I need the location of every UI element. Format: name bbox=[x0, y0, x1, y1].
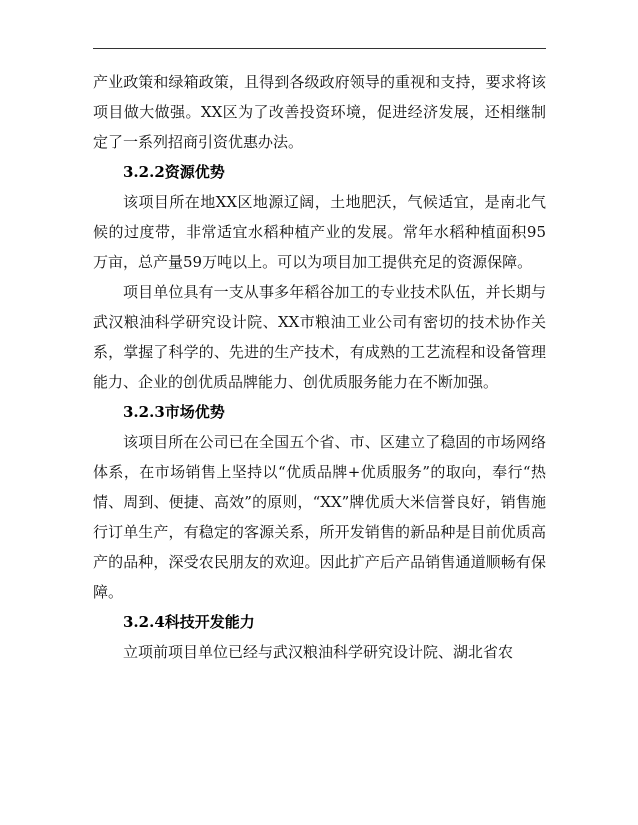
paragraph-market-network: 该项目所在公司已在全国五个省、市、区建立了稳固的市场网络体系，在市场销售上坚持以“优质品牌+优质服务”的取向，奉行“热情、周到、便捷、高效”的原则，“XX”牌优质大米信誉良好，销售施行订单生产，有稳定的客源关系，所开发销售的新品种是目前优质高产的品种，深受农民朋友的欢迎。因此扩产后产品销售通道顺畅有保障。 bbox=[93, 433, 546, 601]
header-rule bbox=[93, 48, 546, 49]
paragraph-resource-land: 该项目所在地XX区地源辽阔，土地肥沃，气候适宜，是南北气候的过度带，非常适宜水稻种植产业的发展。常年水稻种植面积95万亩，总产量59万吨以上。可以为项目加工提供充足的资源保障。 bbox=[93, 193, 546, 271]
section-heading-rd-capability: 3.2.4科技开发能力 bbox=[123, 613, 255, 631]
paragraph-resource-technical-team: 项目单位具有一支从事多年稻谷加工的专业技术队伍，并长期与武汉粮油科学研究设计院、XX市粮油工业公司有密切的技术协作关系，掌握了科学的、先进的生产技术，有成熟的工艺流程和设备管理能力、企业的创优质品牌能力、创优质服务能力在不断加强。 bbox=[93, 283, 546, 391]
paragraph-policy-intro: 产业政策和绿箱政策，且得到各级政府领导的重视和支持，要求将该项目做大做强。XX区为了改善投资环境，促进经济发展，还相继制定了一系列招商引资优惠办法。 bbox=[93, 73, 546, 151]
section-heading-market-advantage: 3.2.3市场优势 bbox=[123, 403, 225, 421]
paragraph-rd-intro: 立项前项目单位已经与武汉粮油科学研究设计院、湖北省农 bbox=[123, 643, 514, 661]
document-body bbox=[93, 67, 546, 667]
section-heading-resource-advantage: 3.2.2资源优势 bbox=[123, 163, 225, 181]
